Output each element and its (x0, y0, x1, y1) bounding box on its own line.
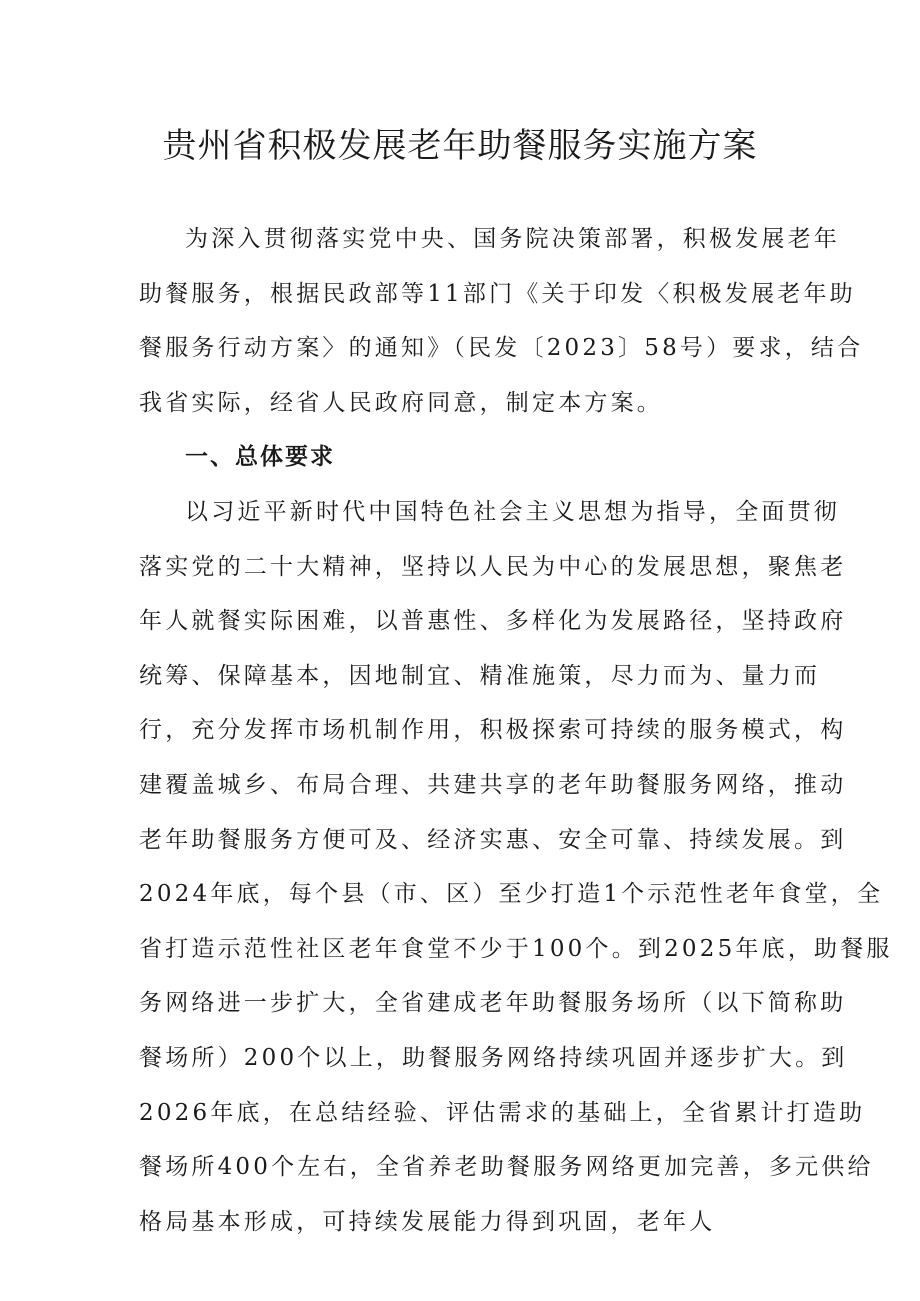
paragraph-line: 老年助餐服务方便可及、经济实惠、安全可靠、持续发展。到 (139, 826, 847, 853)
paragraph-line: 助餐服务，根据民政部等11部门《关于印发〈积极发展老年助 (139, 280, 856, 307)
paragraph-line: 统筹、保障基本，因地制宜、精准施策，尽力而为、量力而 (139, 662, 821, 689)
paragraph-line: 为深入贯彻落实党中央、国务院决策部署，积极发展老年 (185, 226, 840, 252)
document-body (139, 212, 893, 1249)
paragraph-line: 2026年底，在总结经验、评估需求的基础上，全省累计打造助 (139, 1099, 866, 1126)
paragraph-line: 以习近平新时代中国特色社会主义思想为指导，全面贯彻 (185, 498, 840, 525)
paragraph-line: 我省实际，经省人民政府同意，制定本方案。 (139, 389, 663, 416)
paragraph-line: 餐服务行动方案〉的通知》（民发〔2023〕58号）要求，结合 (139, 335, 864, 362)
paragraph-line: 年人就餐实际困难，以普惠性、多样化为发展路径，坚持政府 (139, 608, 847, 635)
document-title: 贵州省积极发展老年助餐服务实施方案 (162, 126, 758, 166)
paragraph-line: 餐场所）200个以上，助餐服务网络持续巩固并逐步扩大。到 (139, 1044, 848, 1071)
paragraph-line: 务网络进一步扩大，全省建成老年助餐服务场所（以下简称助 (139, 990, 847, 1017)
paragraph-line: 行，充分发挥市场机制作用，积极探索可持续的服务模式，构 (139, 717, 847, 744)
paragraph-line: 省打造示范性社区老年食堂不少于100个。到2025年底，助餐服 (139, 935, 893, 962)
paragraph-line: 落实党的二十大精神，坚持以人民为中心的发展思想，聚焦老 (139, 553, 847, 580)
section-heading: 一、总体要求 (185, 444, 335, 471)
paragraph-line: 格局基本形成，可持续发展能力得到巩固，老年人 (139, 1208, 716, 1235)
paragraph-line: 2024年底，每个县（市、区）至少打造1个示范性老年食堂，全 (139, 881, 884, 908)
paragraph-line: 餐场所400个左右，全省养老助餐服务网络更加完善，多元供给 (139, 1154, 874, 1181)
paragraph-line: 建覆盖城乡、布局合理、共建共享的老年助餐服务网络，推动 (139, 771, 847, 798)
